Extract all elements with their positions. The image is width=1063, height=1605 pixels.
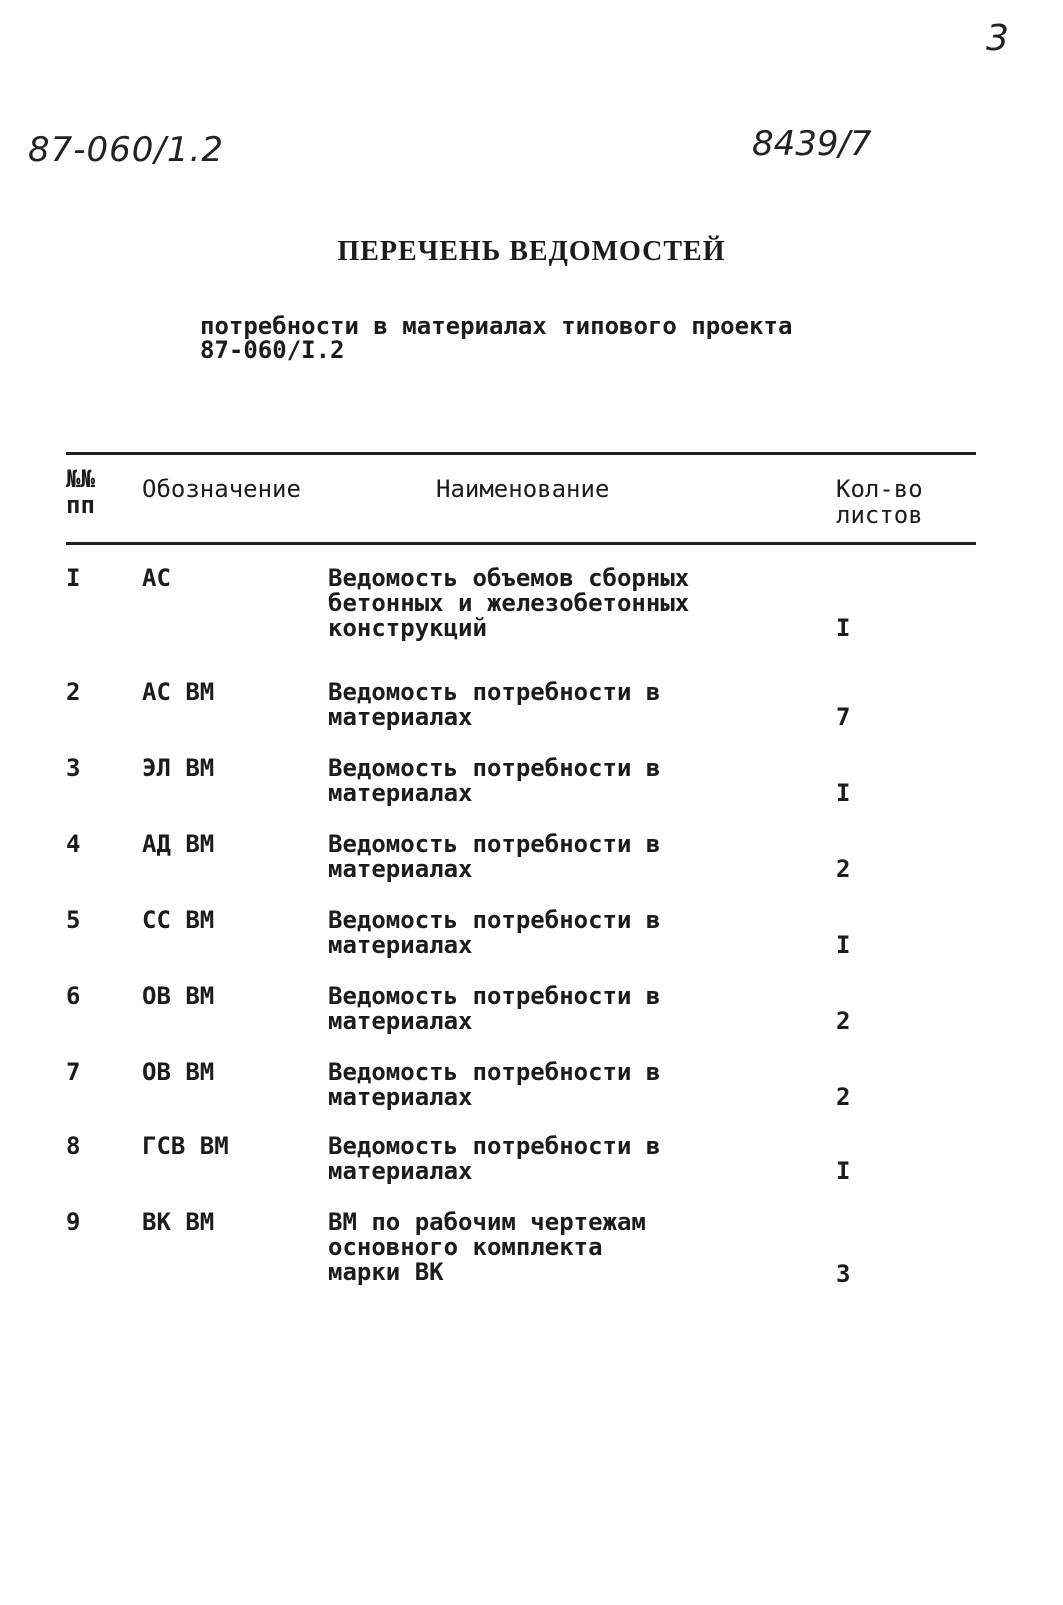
row-number: 6 [66, 982, 81, 1010]
header-name: Наименование [436, 475, 610, 503]
row-name: Ведомость потребности в материалах [328, 1058, 661, 1111]
archive-number: 8439/7 [752, 124, 872, 164]
header-sheet-count: Кол-во листов [836, 475, 923, 529]
row-sheet-count: I [836, 614, 851, 642]
row-sheet-count: I [836, 1157, 851, 1185]
row-designation: АД ВМ [142, 830, 215, 858]
row-name: Ведомость потребности в материалах [328, 906, 661, 959]
row-sheet-count: I [836, 931, 851, 959]
row-sheet-count: 3 [836, 1260, 851, 1288]
document-title: ПЕРЕЧЕНЬ ВЕДОМОСТЕЙ [337, 236, 726, 267]
row-number: 4 [66, 830, 81, 858]
row-designation: ЭЛ ВМ [142, 754, 215, 782]
row-designation: ОВ ВМ [142, 982, 215, 1010]
subtitle-line-1: потребности в материалах типового проекта [200, 312, 793, 340]
row-designation: АС [142, 564, 171, 592]
row-designation: АС ВМ [142, 678, 215, 706]
document-subtitle [200, 314, 792, 362]
row-number: 5 [66, 906, 81, 934]
row-name: Ведомость потребности в материалах [328, 830, 661, 883]
row-sheet-count: 2 [836, 1007, 851, 1035]
project-code-handwritten: 87-060/1.2 [28, 130, 224, 170]
row-name: Ведомость потребности в материалах [328, 754, 661, 807]
row-number: 7 [66, 1058, 81, 1086]
row-number: 3 [66, 754, 81, 782]
row-name: Ведомость объемов сборных бетонных и железобетонных конструкций [328, 564, 690, 642]
subtitle-line-2: 87-060/I.2 [200, 336, 345, 364]
row-sheet-count: 2 [836, 1083, 851, 1111]
row-number: I [66, 564, 81, 592]
header-number: №№ пп [66, 465, 95, 519]
row-name: ВМ по рабочим чертежам основного комплекта марки ВК [328, 1208, 646, 1286]
row-sheet-count: 7 [836, 703, 851, 731]
table-top-rule [66, 452, 976, 455]
row-designation: ОВ ВМ [142, 1058, 215, 1086]
row-name: Ведомость потребности в материалах [328, 678, 661, 731]
row-number: 9 [66, 1208, 81, 1236]
page-number: 3 [986, 18, 1009, 59]
row-name: Ведомость потребности в материалах [328, 982, 661, 1035]
header-designation: Обозначение [142, 475, 301, 503]
row-designation: ВК ВМ [142, 1208, 215, 1236]
row-designation: СС ВМ [142, 906, 215, 934]
table-header-rule [66, 542, 976, 545]
row-sheet-count: I [836, 779, 851, 807]
row-sheet-count: 2 [836, 855, 851, 883]
row-designation: ГСВ ВМ [142, 1132, 229, 1160]
row-number: 8 [66, 1132, 81, 1160]
row-name: Ведомость потребности в материалах [328, 1132, 661, 1185]
row-number: 2 [66, 678, 81, 706]
